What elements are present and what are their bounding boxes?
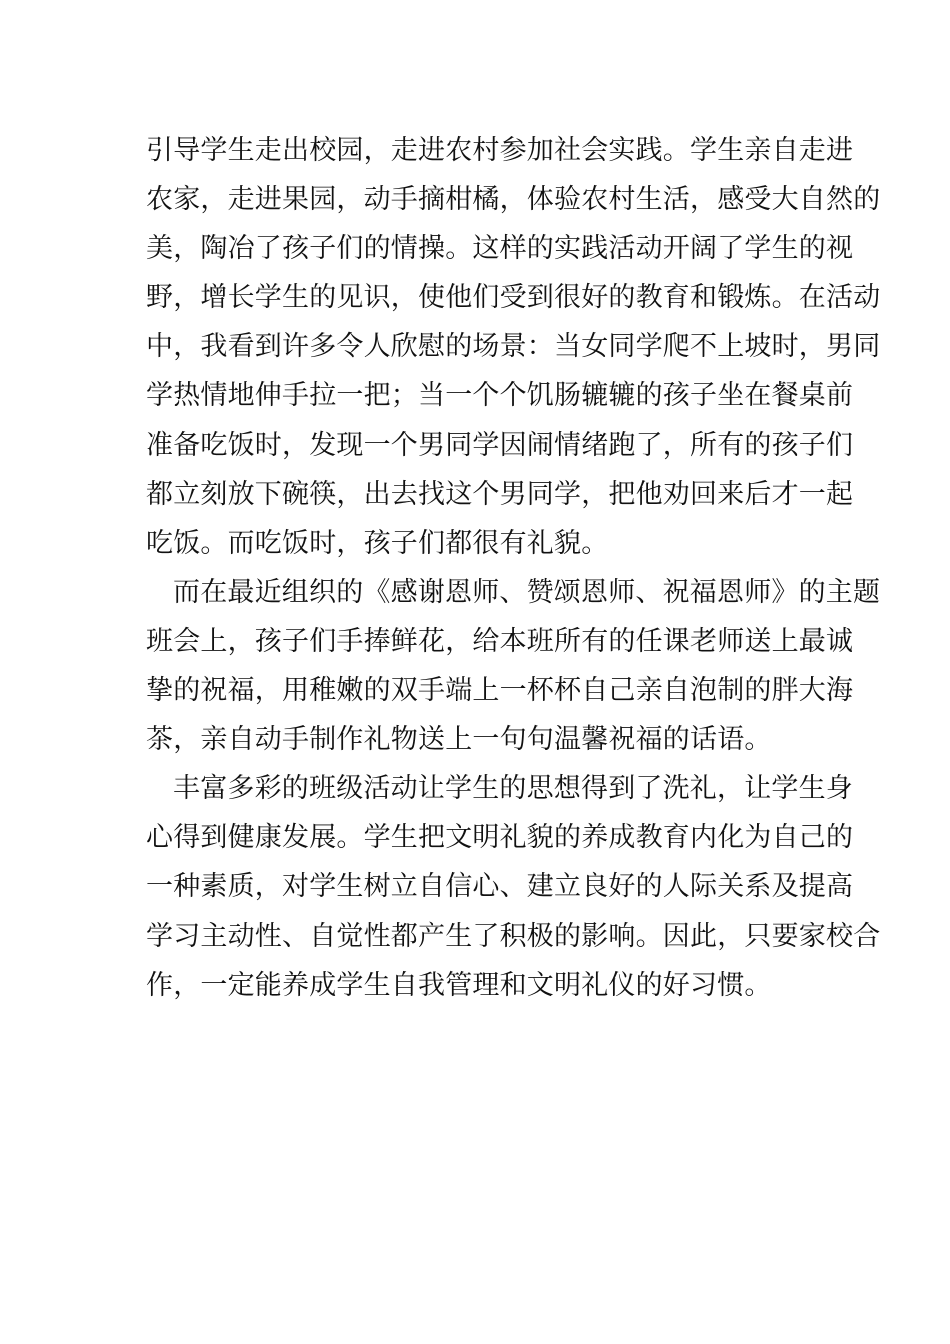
text-line: 中，我看到许多令人欣慰的场景：当女同学爬不上坡时，男同 [146,331,881,363]
text-line: 引导学生走出校园，走进农村参加社会实践。学生亲自走进 [146,135,854,166]
text-line: 挚的祝福，用稚嫩的双手端上一杯杯自己亲自泡制的胖大海 [146,675,854,707]
text-line: 都立刻放下碗筷，出去找这个男同学，把他劝回来后才一起 [146,478,854,510]
text-line: 美，陶冶了孩子们的情操。这样的实践活动开阔了学生的视 [146,233,854,265]
text-line: 心得到健康发展。学生把文明礼貌的养成教育内化为自己的 [146,822,854,854]
text-line: 一种素质，对学生树立自信心、建立良好的人际关系及提高 [146,871,854,903]
text-line: 班会上，孩子们手捧鲜花，给本班所有的任课老师送上最诚 [146,625,854,657]
text-line: 作，一定能养成学生自我管理和文明礼仪的好习惯。 [146,969,772,1001]
text-line: 野，增长学生的见识，使他们受到很好的教育和锻炼。在活动 [146,282,881,314]
text-line: 准备吃饭时，发现一个男同学因闹情绪跑了，所有的孩子们 [146,429,854,461]
text-line: 农家，走进果园，动手摘柑橘，体验农村生活，感受大自然的 [146,184,881,216]
text-line: 吃饭。而吃饭时，孩子们都很有礼貌。 [146,527,609,559]
paragraph-first-line: 丰富多彩的班级活动让学生的思想得到了洗礼，让学生身 [173,773,853,805]
text-line: 学热情地伸手拉一把；当一个个饥肠辘辘的孩子坐在餐桌前 [146,380,854,412]
document-body [146,126,881,1010]
paragraph-first-line: 而在最近组织的《感谢恩师、赞颂恩师、祝福恩师》的主题 [173,576,881,608]
text-line: 茶，亲自动手制作礼物送上一句句温馨祝福的话语。 [146,724,772,756]
text-line: 学习主动性、自觉性都产生了积极的影响。因此，只要家校合 [146,920,881,952]
